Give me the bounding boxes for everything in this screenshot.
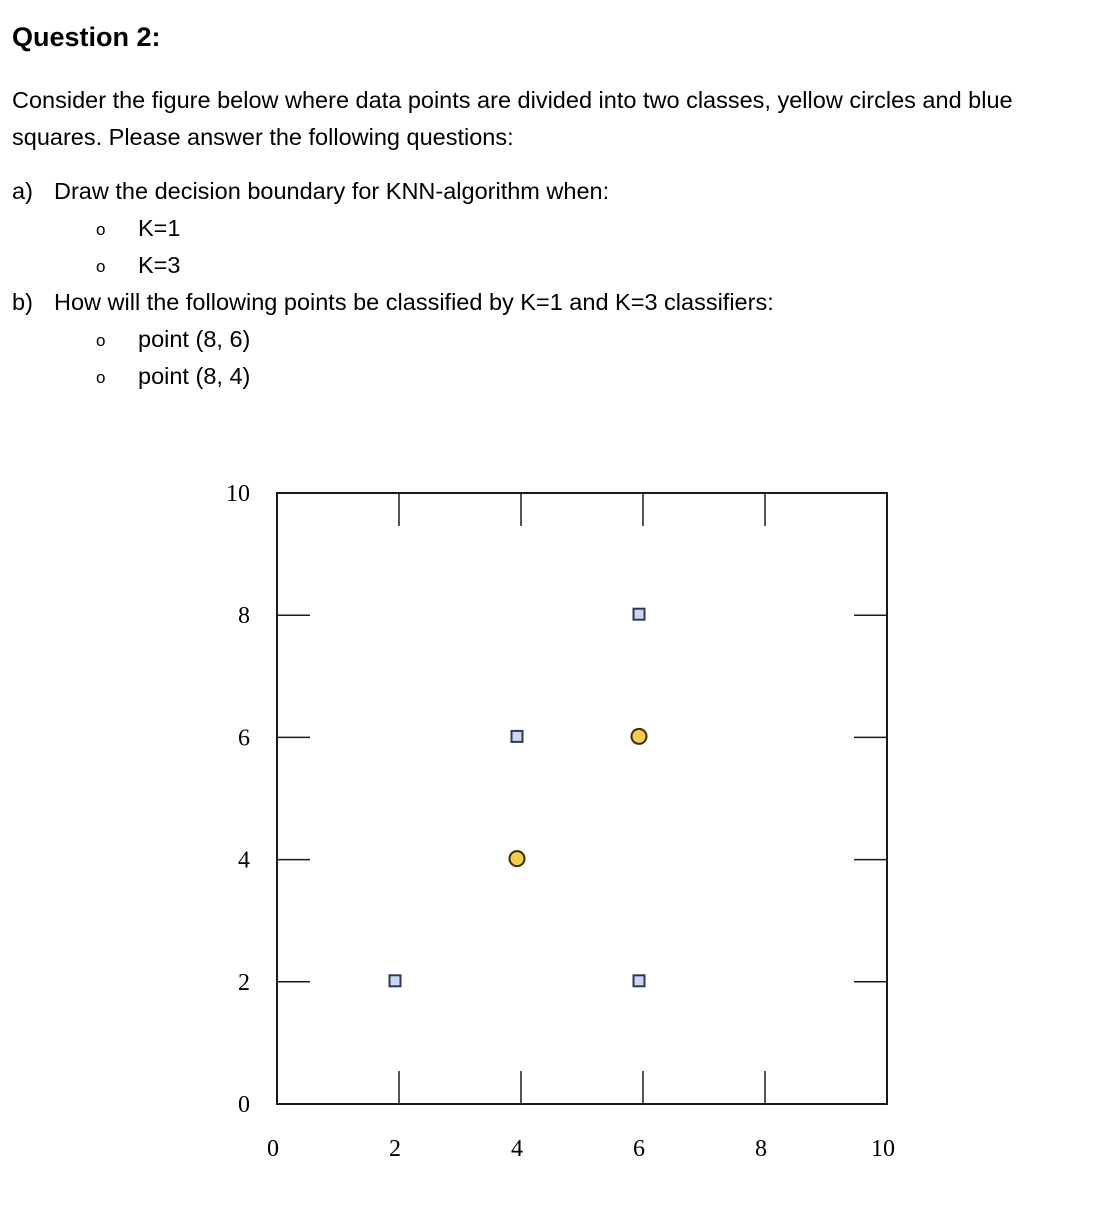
part-b-item-text: point (8, 6): [138, 326, 251, 352]
x-tick-label: 8: [755, 1136, 767, 1162]
y-tick-label: 6: [238, 725, 250, 752]
part-a-text: Draw the decision boundary for KNN-algorithm when:: [54, 178, 610, 204]
bullet-marker: o: [96, 220, 106, 239]
question-intro: Consider the figure below where data points are divided into two classes, yellow circles and blue squares. Please answer the following questions:: [12, 87, 1013, 150]
square-point: [512, 731, 523, 742]
part-a-item-text: K=3: [138, 252, 181, 278]
plot-frame: [277, 493, 887, 1104]
question-heading: Question 2:: [12, 22, 161, 52]
y-tick-label: 2: [238, 969, 250, 996]
y-tick-label: 4: [238, 847, 250, 874]
bullet-marker: o: [96, 331, 106, 350]
x-tick-label: 0: [267, 1136, 279, 1162]
square-point: [634, 609, 645, 620]
circle-point: [510, 851, 525, 866]
y-tick-label: 8: [238, 603, 250, 630]
x-tick-label: 6: [633, 1136, 645, 1162]
part-a-item-text: K=1: [138, 215, 181, 241]
y-tick-label: 0: [238, 1092, 250, 1118]
y-tick-label: 10: [226, 481, 250, 507]
x-tick-label: 2: [389, 1136, 401, 1162]
square-point: [390, 975, 401, 986]
bullet-marker: o: [96, 368, 106, 387]
bullet-marker: o: [96, 257, 106, 276]
part-b-text: How will the following points be classified by K=1 and K=3 classifiers:: [54, 289, 774, 315]
part-a-label: a): [12, 178, 33, 204]
x-tick-label: 10: [871, 1136, 895, 1162]
part-b-label: b): [12, 289, 33, 315]
part-b-item-text: point (8, 4): [138, 363, 251, 389]
square-point: [634, 975, 645, 986]
x-tick-label: 4: [511, 1136, 523, 1162]
circle-point: [632, 729, 647, 744]
